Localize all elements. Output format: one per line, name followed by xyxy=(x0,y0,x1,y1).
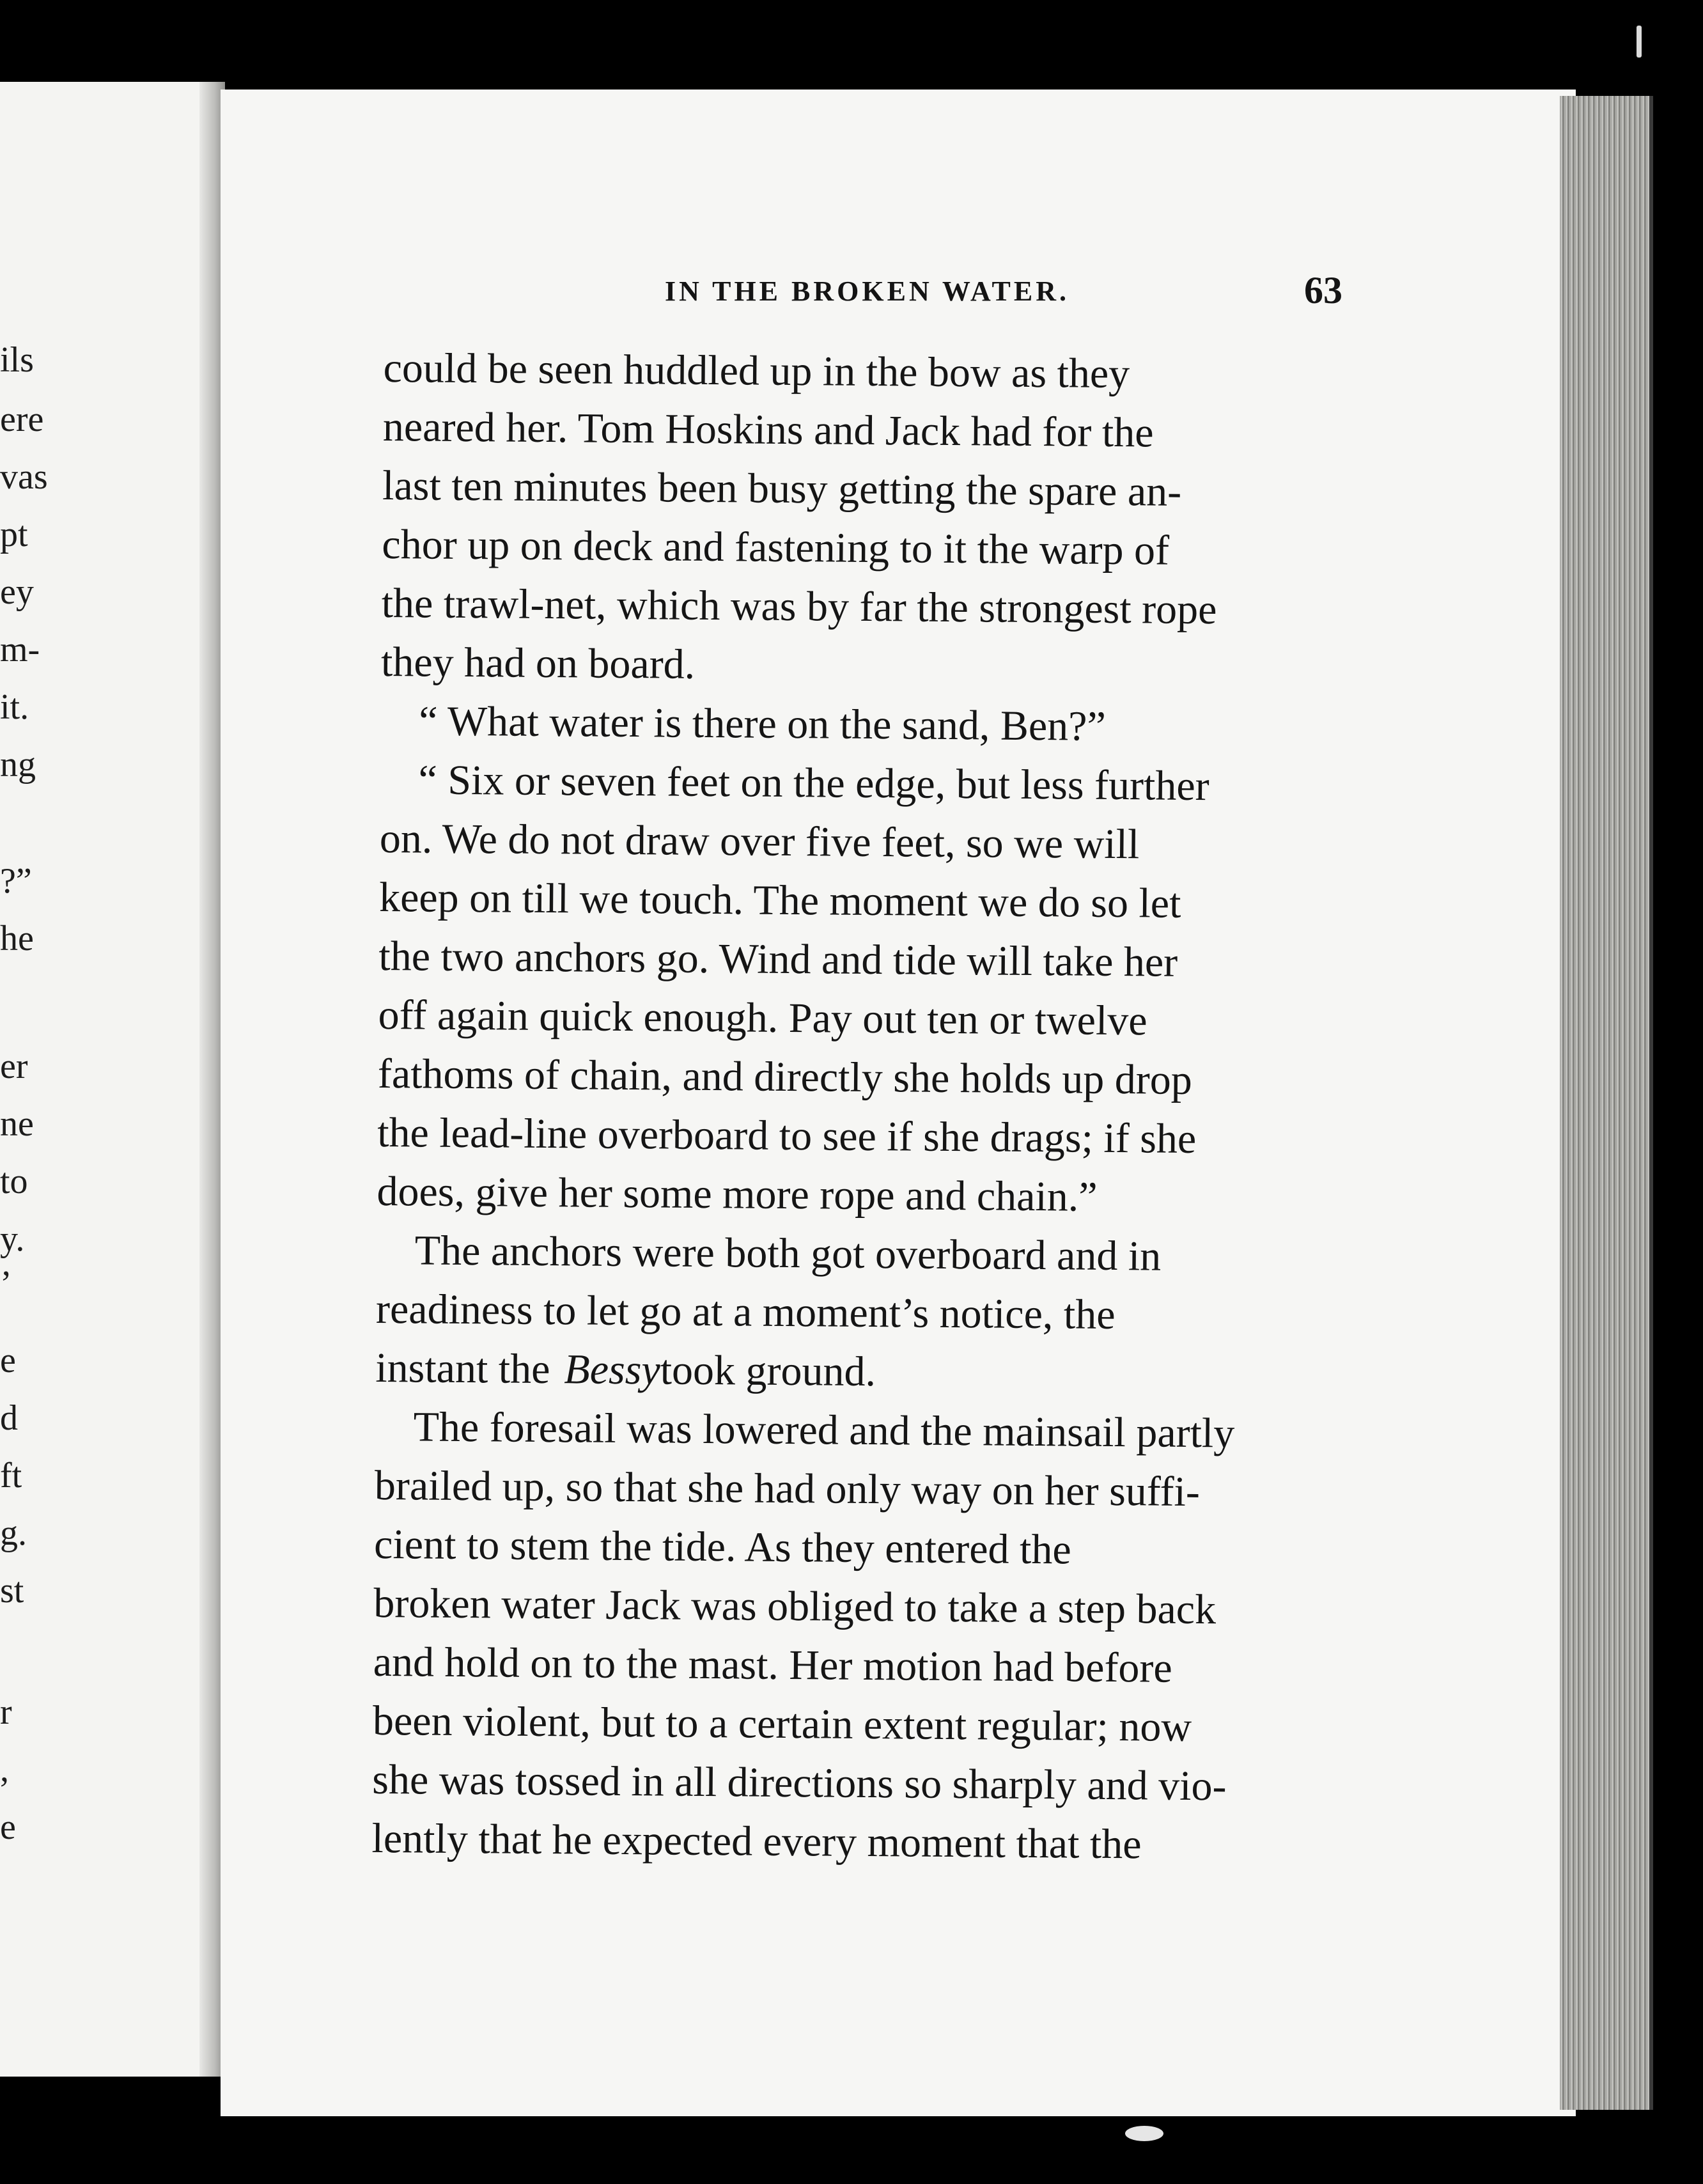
left-fragment: r xyxy=(0,1692,12,1732)
text-line: could be seen huddled up in the bow as they xyxy=(383,344,1130,398)
scan-speck xyxy=(1637,26,1642,58)
left-fragment: d xyxy=(0,1398,18,1438)
body-text xyxy=(371,339,1330,1876)
text-line: “ Six or seven feet on the edge, but less further xyxy=(418,756,1209,810)
text-line: last ten minutes been busy getting the spare an- xyxy=(382,462,1182,515)
text-line: brailed up, so that she had only way on her suffi- xyxy=(374,1462,1201,1516)
ship-name-italic: Bessy xyxy=(564,1346,661,1394)
left-fragment: e xyxy=(0,1341,16,1380)
text-line: “ What water is there on the sand, Ben?” xyxy=(419,698,1107,750)
text-line: keep on till we touch. The moment we do so let xyxy=(378,873,1181,927)
text-line: broken water Jack was obliged to take a step back xyxy=(373,1579,1217,1634)
left-fragment: he xyxy=(0,919,34,958)
text-line: does, give her some more rope and chain.” xyxy=(377,1167,1098,1221)
text-line: off again quick enough. Pay out ten or twelve xyxy=(378,991,1147,1045)
left-fragment: ft xyxy=(0,1456,22,1495)
left-fragment: ’ xyxy=(0,1264,12,1304)
text-line: neared her. Tom Hoskins and Jack had for the xyxy=(382,403,1154,456)
scan-speck xyxy=(1125,2126,1163,2141)
left-fragment: e xyxy=(0,1807,16,1847)
text-line: the lead-line overboard to see if she drags; if she xyxy=(377,1109,1197,1163)
left-fragment: ng xyxy=(0,745,36,784)
text-line: The foresail was lowered and the mainsail partly xyxy=(413,1403,1235,1457)
left-fragment: ne xyxy=(0,1104,34,1144)
left-fragment: ?” xyxy=(0,861,32,901)
text-line: on. We do not draw over five feet, so we will xyxy=(379,815,1140,868)
text-line: The anchors were both got overboard and in xyxy=(414,1227,1162,1280)
left-fragment: , xyxy=(0,1750,9,1790)
text-line: fathoms of chain, and directly she holds up drop xyxy=(377,1050,1193,1104)
page-number: 63 xyxy=(1304,269,1342,311)
left-fragment: it. xyxy=(0,687,29,727)
text-line: been violent, but to a certain extent regular; now xyxy=(372,1697,1192,1751)
page-edges xyxy=(1560,96,1653,2110)
text-line: and hold on to the mast. Her motion had before xyxy=(373,1638,1173,1692)
left-fragment: pt xyxy=(0,515,28,554)
text-line: the trawl-net, which was by far the strongest rope xyxy=(381,579,1217,634)
left-fragment: ere xyxy=(0,400,44,439)
text-line: cient to stem the tide. As they entered the xyxy=(373,1520,1071,1573)
text-line: readiness to let go at a moment’s notice, the xyxy=(375,1285,1116,1339)
page-header xyxy=(384,269,1342,320)
left-fragment: ey xyxy=(0,572,34,612)
text-line: they had on board. xyxy=(380,638,696,688)
left-fragment: st xyxy=(0,1571,24,1611)
text-line: chor up on deck and fastening to it the warp of xyxy=(382,520,1170,574)
text-line: lently that he expected every moment that the xyxy=(371,1814,1142,1868)
text-fragment: instant the xyxy=(375,1344,550,1393)
text-line: she was tossed in all directions so sharply and vio- xyxy=(372,1756,1227,1810)
text-line-with-italic xyxy=(375,1339,1322,1405)
left-page xyxy=(0,82,224,2077)
left-fragment: g. xyxy=(0,1513,27,1553)
left-fragment: m- xyxy=(0,630,40,669)
left-fragment: vas xyxy=(0,457,48,497)
left-fragment: to xyxy=(0,1162,28,1201)
left-fragment: y. xyxy=(0,1219,25,1259)
text-fragment: took ground. xyxy=(660,1346,876,1396)
running-head: IN THE BROKEN WATER. xyxy=(665,276,1070,307)
left-fragment: ils xyxy=(0,340,34,380)
text-line: the two anchors go. Wind and tide will take her xyxy=(378,932,1178,986)
left-fragment: er xyxy=(0,1047,28,1086)
